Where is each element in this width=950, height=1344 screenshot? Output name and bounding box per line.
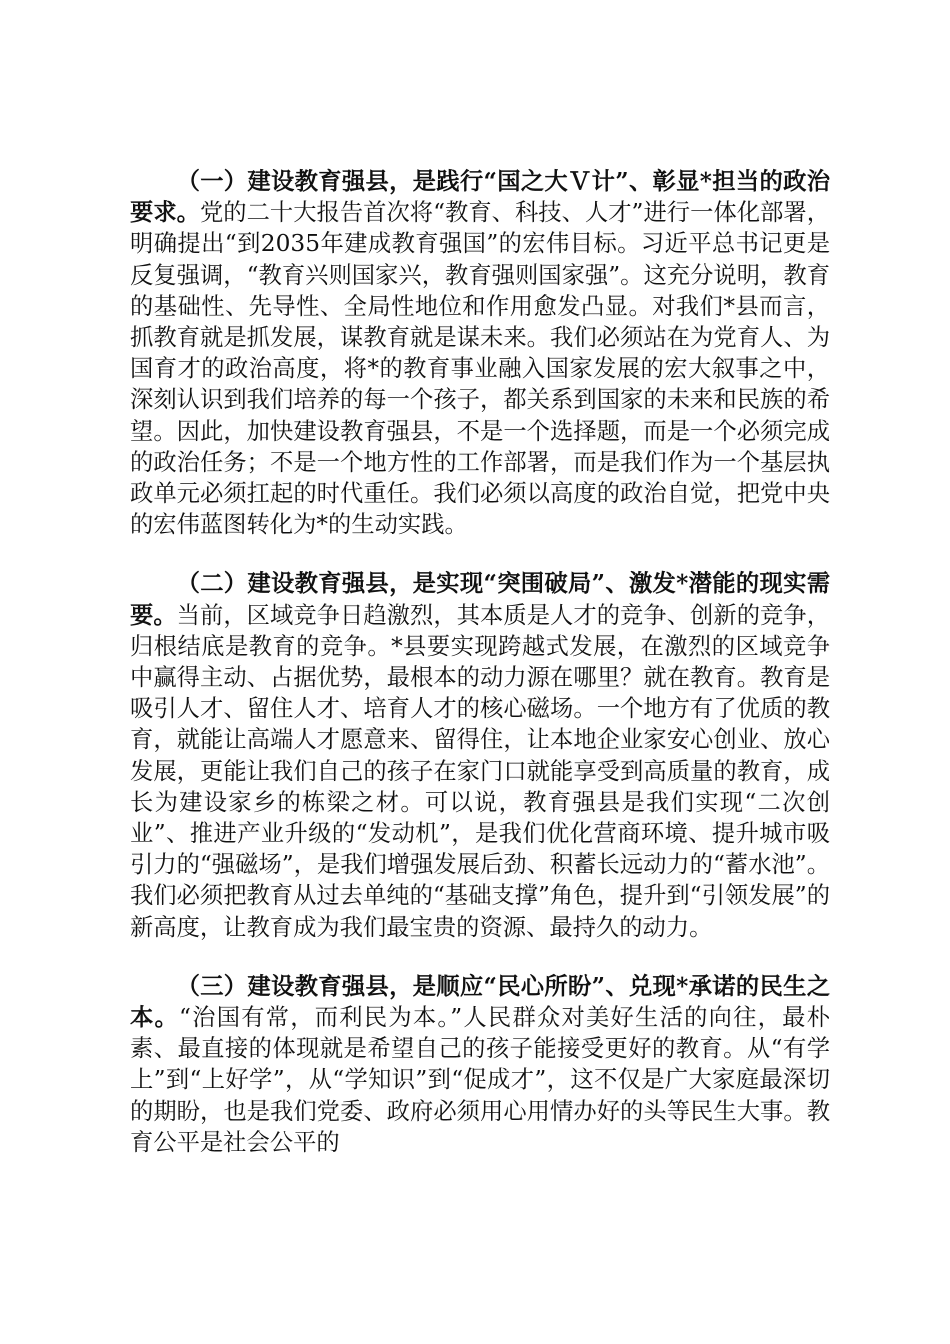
paragraph-3-body: “治国有常，而利民为本。”人民群众对美好生活的向往，最朴素、最直接的体现就是希望自己的孩子能接受更好的教育。从“有学上”到“上好学”，从“学知识”到“促成才”，这不仅是广大家庭最深切的期盼，也是我们党委、政府必须用心用情办好的头等民生大事。教育公平是社会公平的 [130,1004,831,1156]
paragraph-1 [130,166,830,540]
paragraph-1-body: 党的二十大报告首次将“教育、科技、人才”进行一体化部署，明确提出“到2035年建成教育强国”的宏伟目标。习近平总书记更是反复强调，“教育兴则国家兴，教育强则国家强”。这充分说明，教育的基础性、先导性、全局性地位和作用愈发凸显。对我们*县而言，抓教育就是抓发展，谋教育就是谋未来。我们必须站在为党育人、为国育才的政治高度，将*的教育事业融入国家发展的宏大叙事之中，深刻认识到我们培养的每一个孩子，都关系到国家的未来和民族的希望。因此，加快建设教育强县，不是一个选择题，而是一个必须完成的政治任务；不是一个地方性的工作部署，而是我们作为一个基层执政单元必须扛起的时代重任。我们必须以高度的政治自觉，把党中央的宏伟蓝图转化为*的生动实践。 [130,199,830,539]
paragraph-3-heading: （三）建设教育强县，是顺应“民心所盼”、兑现*承诺的民生之本。 [130,972,830,1032]
paragraph-2-body: 当前，区域竞争日趋激烈，其本质是人才的竞争、创新的竞争，归根结底是教育的竞争。*县要实现跨越式发展，在激烈的区域竞争中赢得主动、占据优势，最根本的动力源在哪里？就在教育。教育是吸引人才、留住人才、培育人才的核心磁场。一个地方有了优质的教育，就能让高端人才愿意来、留得住，让本地企业家安心创业、放心发展，更能让我们自己的孩子在家门口就能享受到高质量的教育，成长为建设家乡的栋梁之材。可以说，教育强县是我们实现“二次创业”、推进产业升级的“发动机”，是我们优化营商环境、提升城市吸引力的“强磁场”，是我们增强发展后劲、积蓄长远动力的“蓄水池”。我们必须把教育从过去单纯的“基础支撑”角色，提升到“引领发展”的新高度，让教育成为我们最宝贵的资源、最持久的动力。 [130,601,831,941]
document-page [130,166,830,1186]
paragraph-2-heading: （二）建设教育强县，是实现“突围破局”、激发*潜能的现实需要。 [130,570,830,629]
paragraph-1-heading: （一）建设教育强县，是践行“国之大Ｖ计”、彰显*担当的政治要求。 [130,168,830,227]
paragraph-3 [130,971,830,1158]
paragraph-2 [130,568,830,942]
